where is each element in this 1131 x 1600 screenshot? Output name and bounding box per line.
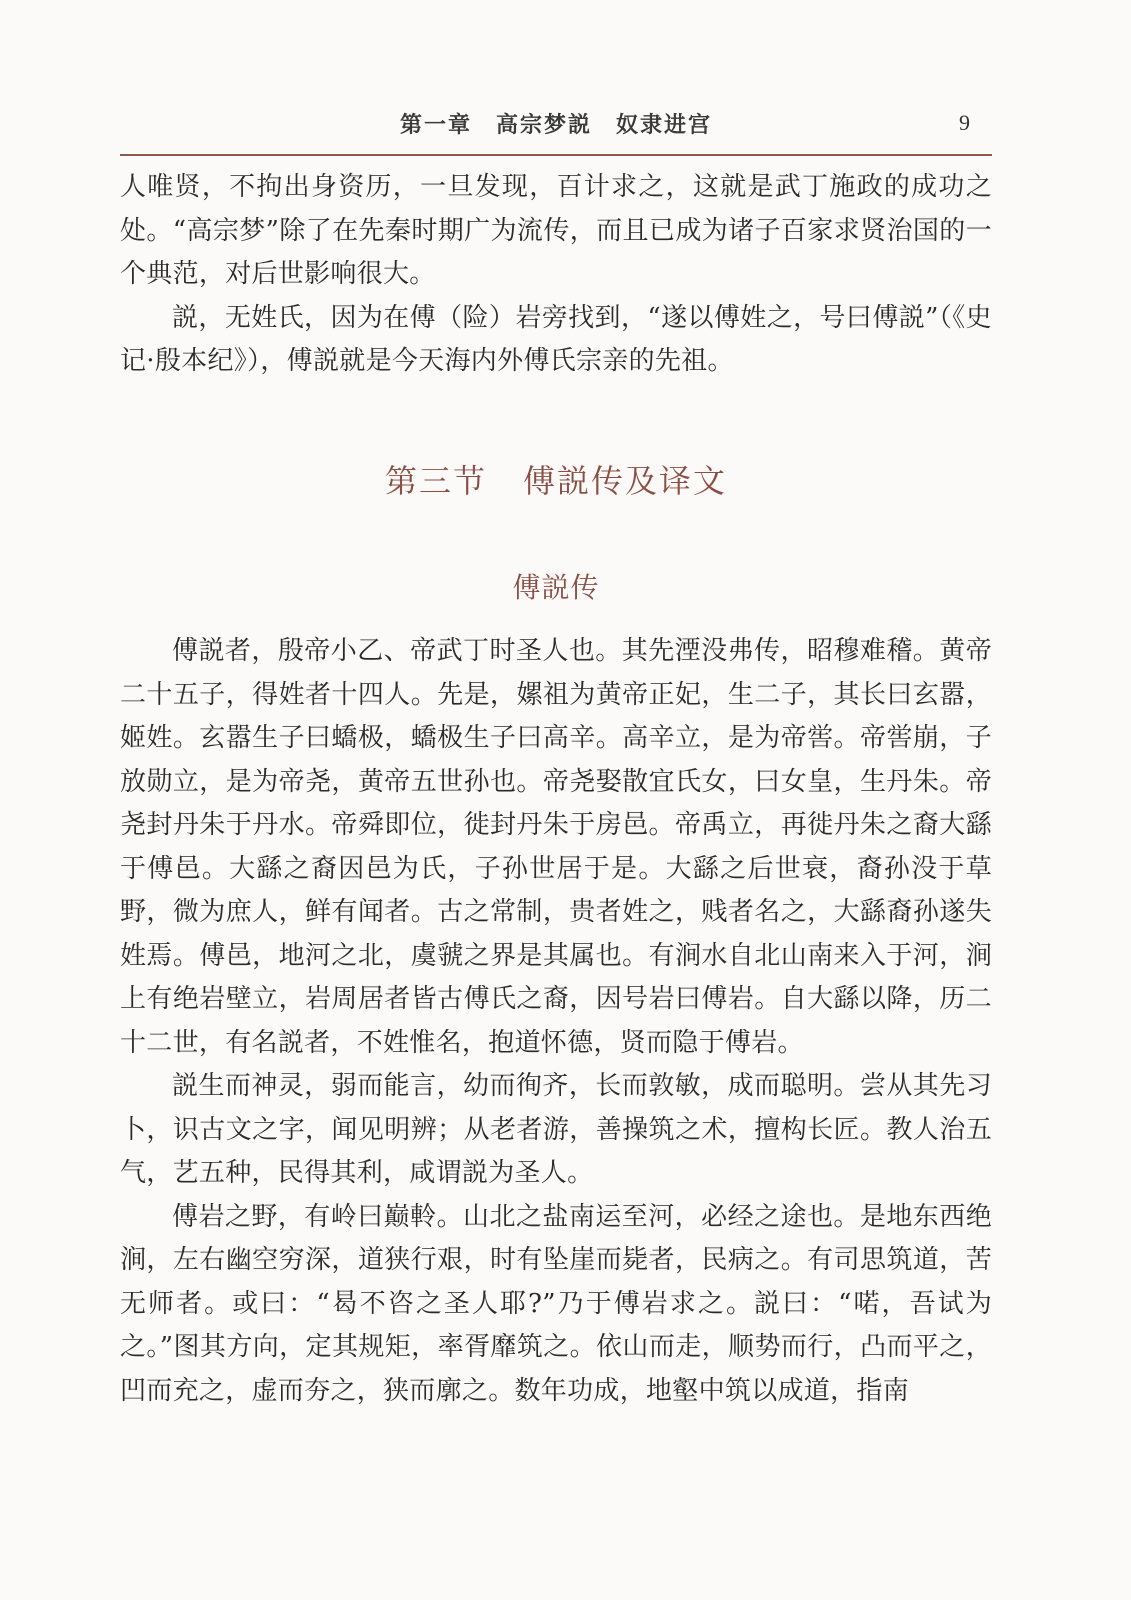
section-title: 傅説传及译文 [523, 462, 728, 500]
intro-text-block [120, 166, 992, 384]
intro-paragraph-1: 人唯贤，不拘出身资历，一旦发现，百计求之，这就是武丁施政的成功之处。“高宗梦”除了在先秦时期广为流传，而且已成为诸子百家求贤治国的一个典范，对后世影响很大。 [120, 172, 992, 289]
section-heading [120, 456, 992, 502]
running-header [120, 104, 992, 156]
main-paragraph-1: 傅説者，殷帝小乙、帝武丁时圣人也。其先湮没弗传，昭穆难稽。黄帝二十五子，得姓者十四人。先是，嫘祖为黄帝正妃，生二子，其长曰玄嚣，姬姓。玄嚣生子曰蟜极，蟜极生子曰高辛。高辛立，是为帝喾。帝喾崩，子放勋立，是为帝尧，黄帝五世孙也。帝尧娶散宜氏女，曰女皇，生丹朱。帝尧封丹朱于丹水。帝舜即位，徙封丹朱于房邑。帝禹立，再徙丹朱之裔大繇于傅邑。大繇之裔因邑为氏，子孙世居于是。大繇之后世衰，裔孙没于草野，微为庶人，鲜有闻者。古之常制，贵者姓之，贱者名之，大繇裔孙遂失姓焉。傅邑，地河之北，虞虢之界是其属也。有涧水自北山南来入于河，涧上有绝岩壁立，岩周居者皆古傅氏之裔，因号岩曰傅岩。自大繇以降，历二十二世，有名説者，不姓惟名，抱道怀德，贤而隐于傅岩。 [120, 636, 992, 1058]
intro-paragraph-2: 説，无姓氏，因为在傅（险）岩旁找到，“遂以傅姓之，号曰傅説”（《史记·殷本纪》），傅説就是今天海内外傅氏宗亲的先祖。 [120, 302, 992, 376]
subsection-heading: 傅説传 [512, 571, 600, 604]
main-paragraph-3: 傅岩之野，有岭曰巅軨。山北之盐南运至河，必经之途也。是地东西绝涧，左右幽空穷深，道狭行艰，时有坠崖而毙者，民病之。有司思筑道，苦无师者。或曰：“曷不咨之圣人耶?”乃于傅岩求之。説曰：“喏，吾试为之。”图其方向，定其规矩，率胥靡筑之。依山而走，顺势而行，凸而平之，凹而充之，虚而夯之，狭而廓之。数年功成，地壑中筑以成道，指南 [120, 1201, 992, 1406]
main-paragraph-2: 説生而神灵，弱而能言，幼而徇齐，长而敦敏，成而聪明。尝从其先习卜，识古文之字，闻见明辨；从老者游，善操筑之术，擅构长匠。教人治五气，艺五种，民得其利，咸谓説为圣人。 [120, 1071, 992, 1188]
chapter-running-title: 第一章 高宗梦説 奴隶进宫 [399, 113, 712, 138]
main-text-block [120, 630, 992, 1413]
section-number: 第三节 [384, 462, 487, 500]
page-number: 9 [959, 110, 970, 135]
